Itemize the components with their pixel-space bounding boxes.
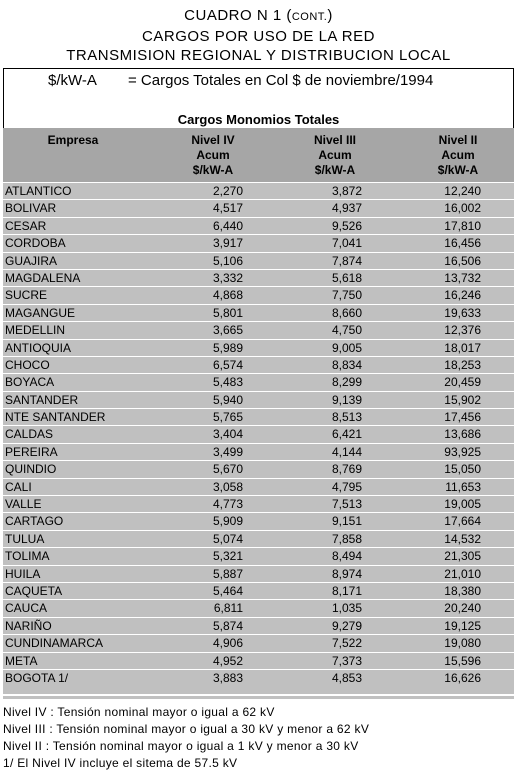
cell-empresa: MAGANGUE	[5, 305, 76, 320]
table-row	[3, 634, 514, 651]
cell-nivel-iii: 5,618	[331, 270, 362, 285]
cell-nivel-iv: 3,917	[212, 236, 243, 251]
cell-nivel-iv: 5,765	[212, 410, 243, 425]
cell-nivel-iii: 9,279	[331, 618, 362, 633]
cell-nivel-iii: 3,872	[331, 184, 362, 198]
cell-nivel-ii: 12,376	[444, 323, 481, 338]
cell-nivel-iv: 4,773	[212, 497, 243, 512]
table-row	[3, 425, 514, 442]
cell-empresa: TULUA	[5, 531, 45, 546]
cell-nivel-iii: 8,494	[331, 549, 362, 564]
title-line-3: TRANSMISION REGIONAL Y DISTRIBUCION LOCAL	[66, 47, 451, 64]
cell-nivel-ii: 19,633	[444, 305, 481, 320]
col-nivel-iii-l1: Nivel III	[313, 133, 357, 147]
table-row	[3, 199, 514, 216]
cell-empresa: CUNDINAMARCA	[5, 636, 104, 651]
table-row	[3, 617, 514, 634]
cell-nivel-ii: 12,240	[444, 184, 481, 198]
table-row	[3, 356, 514, 373]
cell-nivel-iii: 7,858	[331, 531, 362, 546]
cell-empresa: ATLANTICO	[5, 184, 72, 198]
col-nivel-ii-l1: Nivel II	[438, 133, 478, 147]
cell-nivel-iii: 8,834	[331, 357, 362, 372]
cell-nivel-iv: 5,801	[212, 305, 243, 320]
footnotes	[3, 704, 369, 772]
cell-nivel-ii: 93,925	[444, 444, 481, 459]
title-line-1	[0, 6, 517, 27]
cell-nivel-iv: 3,404	[212, 427, 243, 442]
table-row	[3, 547, 514, 564]
cell-nivel-iv: 3,883	[212, 670, 243, 685]
cell-nivel-ii: 21,010	[444, 566, 481, 581]
cell-empresa: NARIÑO	[5, 618, 52, 633]
table-row	[3, 269, 514, 286]
cell-nivel-iii: 9,151	[331, 514, 362, 529]
cell-empresa: BOLIVAR	[5, 201, 57, 216]
cell-nivel-ii: 15,902	[444, 392, 481, 407]
cell-nivel-ii: 16,246	[444, 288, 481, 303]
cell-nivel-ii: 19,125	[444, 618, 481, 633]
document-title	[0, 0, 517, 65]
cell-nivel-ii: 14,532	[444, 531, 481, 546]
cell-nivel-iv: 3,332	[212, 270, 243, 285]
cell-nivel-ii: 18,380	[444, 583, 481, 598]
col-nivel-iv-l2: Acum	[196, 148, 230, 162]
cell-nivel-iii: 8,299	[331, 375, 362, 390]
cell-nivel-iv: 5,909	[212, 514, 243, 529]
cell-empresa: CAUCA	[5, 601, 48, 616]
title-end: )	[327, 7, 333, 24]
cell-empresa: BOYACA	[5, 375, 55, 390]
cell-nivel-ii: 19,080	[444, 636, 481, 651]
table-row	[3, 652, 514, 669]
cell-empresa: CALDAS	[5, 427, 54, 442]
table-footer-band	[3, 686, 514, 694]
cell-empresa: CHOCO	[5, 357, 50, 372]
cell-nivel-iii: 4,144	[331, 444, 362, 459]
cell-nivel-iv: 5,989	[212, 340, 243, 355]
col-empresa: Empresa	[47, 133, 99, 147]
cell-nivel-ii: 21,305	[444, 549, 481, 564]
cell-empresa: CAQUETA	[5, 583, 63, 598]
cell-nivel-ii: 19,005	[444, 497, 481, 512]
cell-nivel-ii: 17,664	[444, 514, 481, 529]
cell-nivel-ii: 15,596	[444, 653, 481, 668]
cell-nivel-ii: 20,240	[444, 601, 481, 616]
table-row	[3, 565, 514, 582]
col-nivel-iv	[163, 133, 263, 178]
cell-nivel-ii: 18,253	[444, 357, 481, 372]
cell-empresa: TOLIMA	[5, 549, 50, 564]
col-nivel-iii-l2: Acum	[318, 148, 352, 162]
cell-nivel-iii: 4,750	[331, 323, 362, 338]
cell-empresa: GUAJIRA	[5, 253, 58, 268]
cell-nivel-iii: 8,513	[331, 410, 362, 425]
cell-nivel-ii: 16,002	[444, 201, 481, 216]
data-table	[3, 128, 514, 694]
table-row	[3, 582, 514, 599]
cell-nivel-iii: 6,421	[331, 427, 362, 442]
cell-nivel-iii: 8,769	[331, 462, 362, 477]
cell-nivel-iv: 3,499	[212, 444, 243, 459]
cell-nivel-iii: 7,874	[331, 253, 362, 268]
cell-empresa: CORDOBA	[5, 236, 66, 251]
col-nivel-iv-l3: $/kW-A	[192, 163, 234, 177]
cell-nivel-iii: 9,005	[331, 340, 362, 355]
table-row	[3, 182, 514, 199]
footnote: Nivel III : Tensión nominal mayor o igual a 30 kV y menor a 62 kV	[3, 722, 370, 736]
cell-nivel-iii: 4,795	[331, 479, 362, 494]
cell-nivel-ii: 16,456	[444, 236, 481, 251]
footnote: Nivel II : Tensión nominal mayor o igual a 1 kV y menor a 30 kV	[3, 739, 359, 753]
cell-nivel-iii: 7,522	[331, 636, 362, 651]
unit-label: $/kW-A	[48, 72, 97, 89]
col-nivel-ii	[403, 133, 513, 178]
cell-nivel-ii: 15,050	[444, 462, 481, 477]
cell-empresa: CARTAGO	[5, 514, 64, 529]
table-row	[3, 321, 514, 338]
table-row	[3, 339, 514, 356]
cell-nivel-ii: 17,456	[444, 410, 481, 425]
cell-empresa: ANTIOQUIA	[5, 340, 72, 355]
table-row	[3, 286, 514, 303]
table-row	[3, 512, 514, 529]
col-nivel-ii-l2: Acum	[441, 148, 475, 162]
table-row	[3, 478, 514, 495]
cell-nivel-iv: 5,074	[212, 531, 243, 546]
cell-empresa: SANTANDER	[5, 392, 79, 407]
cell-empresa: CESAR	[5, 218, 47, 233]
cell-empresa: MEDELLIN	[5, 323, 66, 338]
cell-nivel-iii: 8,974	[331, 566, 362, 581]
table-row	[3, 373, 514, 390]
cell-empresa: QUINDIO	[5, 462, 57, 477]
cell-empresa: VALLE	[5, 497, 42, 512]
cell-nivel-iii: 7,373	[331, 653, 362, 668]
col-nivel-iv-l1: Nivel IV	[191, 133, 235, 147]
table-row	[3, 304, 514, 321]
cell-nivel-iii: 7,041	[331, 236, 362, 251]
table-row	[3, 669, 514, 686]
cell-nivel-ii: 20,459	[444, 375, 481, 390]
cell-nivel-ii: 18,017	[444, 340, 481, 355]
cell-nivel-ii: 17,810	[444, 218, 481, 233]
col-nivel-iii	[285, 133, 385, 178]
cell-empresa: SUCRE	[5, 288, 48, 303]
cell-nivel-iv: 4,517	[212, 201, 243, 216]
cell-nivel-iii: 8,171	[331, 583, 362, 598]
cell-nivel-iii: 4,937	[331, 201, 362, 216]
cell-nivel-iv: 5,874	[212, 618, 243, 633]
cell-nivel-iv: 4,952	[212, 653, 243, 668]
cell-nivel-iii: 7,513	[331, 497, 362, 512]
table-row	[3, 530, 514, 547]
table-row	[3, 460, 514, 477]
cell-nivel-iv: 4,868	[212, 288, 243, 303]
title-line-2: CARGOS POR USO DE LA RED	[142, 28, 375, 45]
table-subheader: Cargos Monomios Totales	[177, 112, 340, 127]
cell-nivel-iv: 4,906	[212, 636, 243, 651]
cell-empresa: BOGOTA 1/	[5, 670, 69, 685]
cell-nivel-iii: 1,035	[331, 601, 362, 616]
cell-nivel-iv: 5,106	[212, 253, 243, 268]
cell-nivel-iii: 7,750	[331, 288, 362, 303]
cell-nivel-iv: 5,464	[212, 583, 243, 598]
cell-nivel-iv: 3,665	[212, 323, 243, 338]
footnote-divider	[3, 696, 514, 699]
table-row	[3, 443, 514, 460]
cell-empresa: CALI	[5, 479, 32, 494]
cell-nivel-ii: 13,732	[444, 270, 481, 285]
cell-nivel-iii: 4,853	[331, 670, 362, 685]
cell-empresa: HUILA	[5, 566, 41, 581]
cell-empresa: MAGDALENA	[5, 270, 81, 285]
table-row	[3, 234, 514, 251]
cell-nivel-iv: 6,811	[213, 601, 243, 616]
footnote: 1/ El Nivel IV incluye el sitema de 57.5 kV	[3, 756, 238, 770]
table-row	[3, 495, 514, 512]
cell-nivel-iv: 5,670	[212, 462, 243, 477]
cell-nivel-iv: 5,483	[212, 375, 243, 390]
cell-nivel-iii: 9,139	[331, 392, 362, 407]
table-row	[3, 391, 514, 408]
cell-nivel-ii: 16,506	[444, 253, 481, 268]
cell-nivel-iv: 2,270	[212, 184, 243, 198]
table-row	[3, 408, 514, 425]
cell-nivel-ii: 11,653	[445, 479, 481, 494]
cell-empresa: PEREIRA	[5, 444, 58, 459]
cell-nivel-iv: 6,574	[212, 357, 243, 372]
cell-nivel-iv: 5,887	[212, 566, 243, 581]
cell-nivel-ii: 13,686	[444, 427, 481, 442]
unit-description: = Cargos Totales en Col $ de noviembre/1994	[128, 72, 434, 89]
cell-nivel-iv: 5,321	[212, 549, 243, 564]
cell-nivel-iv: 3,058	[212, 479, 243, 494]
cell-nivel-ii: 16,626	[444, 670, 481, 685]
cell-nivel-iv: 5,940	[212, 392, 243, 407]
unit-box	[3, 68, 514, 128]
cell-empresa: NTE SANTANDER	[5, 410, 106, 425]
cell-nivel-iii: 9,526	[331, 218, 362, 233]
title-cont: CONT.	[291, 11, 328, 23]
col-nivel-ii-l3: $/kW-A	[437, 163, 479, 177]
table-body	[3, 182, 514, 686]
table-row	[3, 217, 514, 234]
title-main: CUADRO N 1 (	[184, 7, 292, 24]
table-header	[3, 128, 514, 182]
col-nivel-iii-l3: $/kW-A	[314, 163, 356, 177]
cell-nivel-iii: 8,660	[331, 305, 362, 320]
footnote: Nivel IV : Tensión nominal mayor o igual a 62 kV	[3, 705, 275, 719]
cell-empresa: META	[5, 653, 38, 668]
table-row	[3, 252, 514, 269]
table-row	[3, 599, 514, 616]
cell-nivel-iv: 6,440	[212, 218, 243, 233]
